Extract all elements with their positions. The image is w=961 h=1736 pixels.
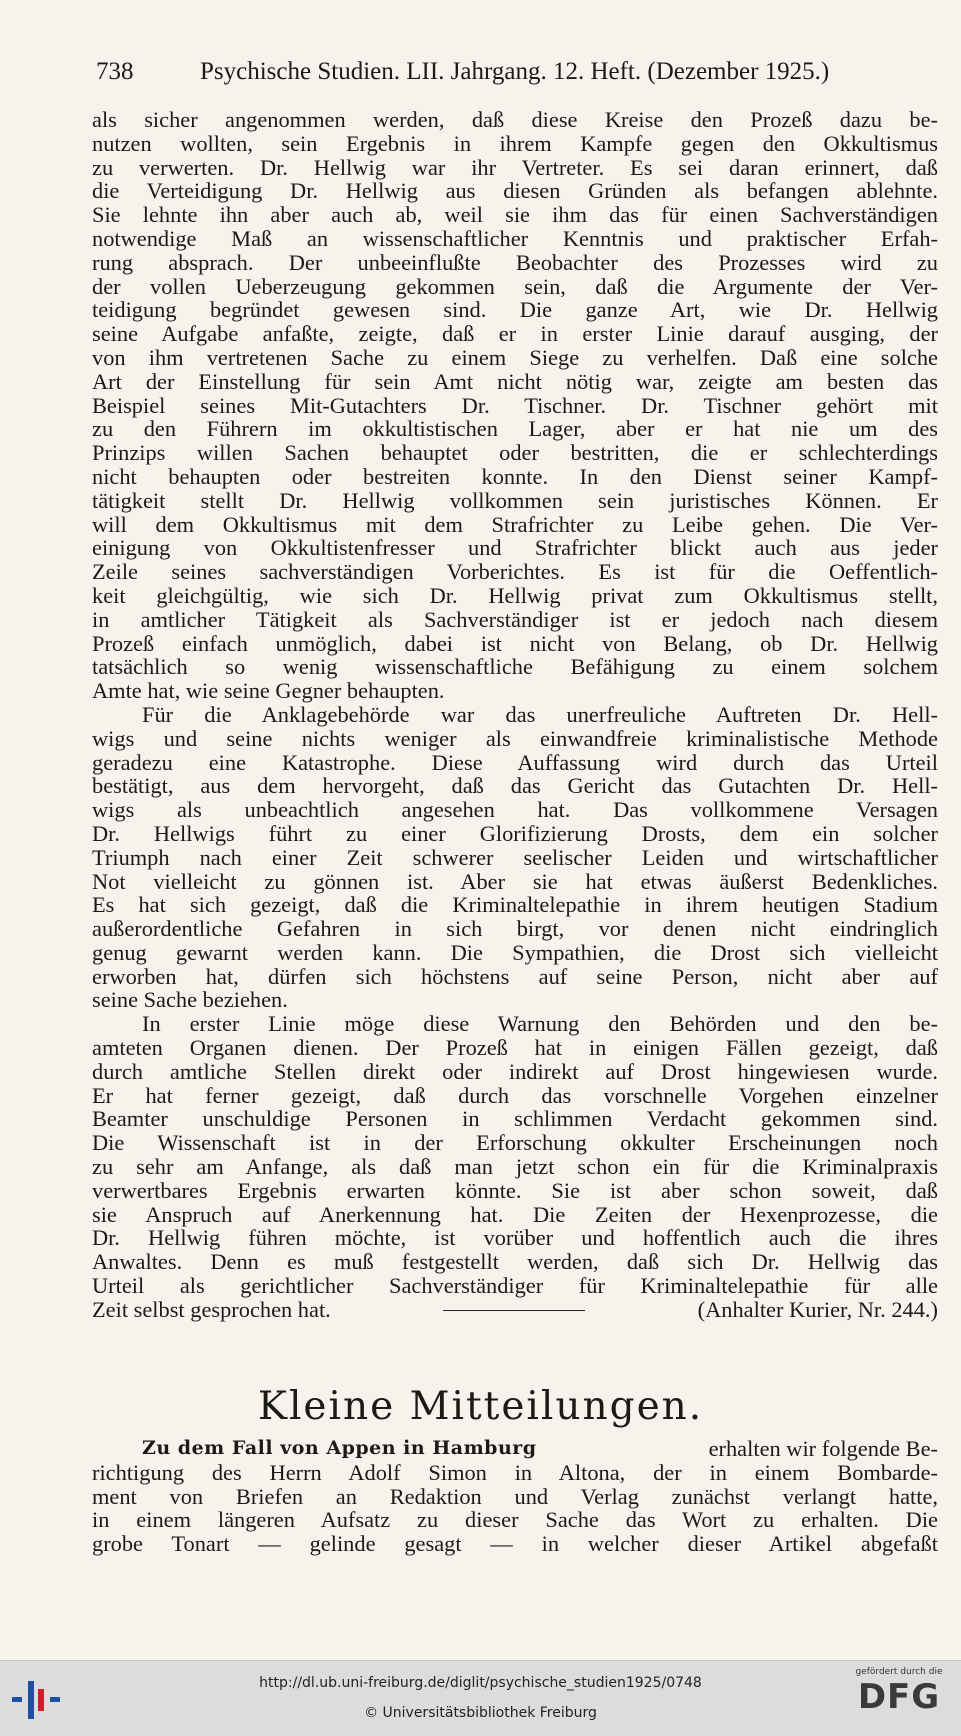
text-line: notwendige Maß an wissenschaftlicher Kenntnis und praktischer Erfah- [92, 225, 938, 251]
text-line: zu verwerten. Dr. Hellwig war ihr Vertreter. Es sei daran erinnert, daß [92, 154, 938, 180]
text-line: bestätigt, aus dem hervorgeht, daß das Gericht das Gutachten Dr. Hell- [92, 773, 938, 799]
text-line: wigs als unbeachtlich angesehen hat. Das vollkommene Versagen [92, 797, 938, 823]
text-line: zu sehr am Anfange, als daß man jetzt schon ein für die Kriminalpraxis [92, 1154, 938, 1180]
copyright-notice: © Universitätsbibliothek Freiburg [364, 1705, 597, 1721]
dfg-logo[interactable] [847, 1667, 951, 1731]
funding-text: gefördert durch die [855, 1667, 943, 1677]
text-line: erworben hat, dürfen sich höchstens auf seine Person, nicht aber auf [92, 963, 938, 989]
text-line: verwertbares Ergebnis erwarten könnte. Sie ist aber schon soweit, daß [92, 1177, 938, 1203]
text-line: geradezu eine Katastrophe. Diese Auffassung wird durch das Urteil [92, 749, 938, 775]
text-line: will dem Okkultismus mit dem Strafrichter zu Leibe gehen. Die Ver- [92, 511, 938, 537]
text-line: keit gleichgültig, wie sich Dr. Hellwig privat zum Okkultismus stellt, [92, 582, 938, 608]
text-line: außerordentliche Gefahren in sich birgt, vor denen nicht eindringlich [92, 916, 938, 942]
text-line: Die Wissenschaft ist in der Erforschung okkulter Erscheinungen noch [92, 1130, 938, 1156]
text-line: Triumph nach einer Zeit schwerer seelischer Leiden und wirtschaftlicher [92, 844, 938, 870]
text-line: Beamter unschuldige Personen in schlimmen Verdacht gekommen sind. [92, 1106, 938, 1132]
text-line: rung absprach. Der unbeeinflußte Beobachter des Prozesses wird zu [92, 249, 938, 275]
text-line: Art der Einstellung für sein Amt nicht nötig war, zeigte am besten das [92, 368, 938, 394]
text-line: Es hat sich gezeigt, daß die Kriminaltelepathie in ihrem heutigen Stadium [92, 892, 938, 918]
section-heading: Kleine Mitteilungen. [257, 1384, 704, 1429]
lead-rest: erhalten wir folgende Be- [708, 1436, 938, 1461]
text-line: Beispiel seines Mit-Gutachters Dr. Tischner. Dr. Tischner gehört mit [92, 392, 938, 418]
text-line: der vollen Ueberzeugung gekommen sein, daß die Argumente der Ver- [92, 273, 938, 299]
text-line: Prinzips willen Sachen behauptet oder bestritten, die er schlechterdings [92, 440, 938, 466]
text-line: Dr. Hellwigs führt zu einer Glorifizierung Drosts, dem ein solcher [92, 820, 938, 846]
text-line: als sicher angenommen werden, daß diese Kreise den Prozeß dazu be- [92, 107, 938, 132]
text-line: Urteil als gerichtlicher Sachverständiger für Kriminaltelepathie für alle [92, 1273, 938, 1299]
text-line: ment von Briefen an Redaktion und Verlag zunächst verlangt hatte, [92, 1483, 938, 1509]
text-line: Für die Anklagebehörde war das unerfreuliche Auftreten Dr. Hell- [142, 701, 938, 727]
article-body [92, 108, 938, 1322]
permalink-url[interactable]: http://dl.ub.uni-freiburg.de/diglit/psychische_studien1925/0748 [259, 1675, 702, 1691]
viewer-footer [0, 1660, 961, 1736]
text-line: wigs und seine nichts weniger als einwandfreie kriminalistische Methode [92, 725, 938, 751]
text-line: Anwaltes. Denn es muß festgestellt werden, daß sich Dr. Hellwig das [92, 1249, 938, 1275]
text-line: sie Anspruch auf Anerkennung hat. Die Zeiten der Hexenprozesse, die [92, 1201, 938, 1227]
text-line: teidigung begründet gewesen sind. Die ganze Art, wie Dr. Hellwig [92, 297, 938, 323]
dfg-logo-text: DFG [857, 1677, 941, 1717]
text-line: nicht behaupten oder bestreiten konnte. In den Dienst seiner Kampf- [92, 463, 938, 489]
text-line: tatsächlich so wenig wissenschaftliche Befähigung zu einem solchem [92, 654, 938, 680]
text-line: amteten Organen dienen. Der Prozeß hat in einigen Fällen gezeigt, daß [92, 1035, 938, 1061]
text-line: zu den Führern im okkultistischen Lager, aber er hat nie um des [92, 416, 938, 442]
text-line: durch amtliche Stellen direkt oder indirekt auf Drost hingewiesen wurde. [92, 1058, 938, 1084]
text-line: Prozeß einfach unmöglich, dabei ist nicht von Belang, ob Dr. Hellwig [92, 630, 938, 656]
text-line: die Verteidigung Dr. Hellwig aus diesen Gründen als befangen ablehnte. [92, 178, 938, 204]
text-line: von ihm vertretenen Sache zu einem Siege zu verhelfen. Daß eine solche [92, 344, 938, 370]
journal-title: Psychische Studien. LII. Jahrgang. 12. Heft. (Dezember 1925.) [200, 58, 830, 85]
text-line: grobe Tonart — gelinde gesagt — in welcher dieser Artikel abgefaßt [92, 1531, 938, 1557]
text-line: Dr. Hellwig führen möchte, ist vorüber und hoffentlich auch die ihres [92, 1225, 938, 1251]
closing-line [92, 1298, 938, 1322]
text-line: nutzen wollten, sein Ergebnis in ihrem Kampfe gegen den Okkultismus [92, 130, 938, 156]
source-citation: (Anhalter Kurier, Nr. 244.) [697, 1296, 938, 1322]
running-header [92, 52, 930, 92]
text-line: seine Sache beziehen. [92, 987, 288, 1013]
text-line: In erster Linie möge diese Warnung den Behörden und den be- [142, 1011, 938, 1037]
text-line: genug gewarnt werden kann. Die Sympathien, die Drost sich vielleicht [92, 939, 938, 965]
text-line: richtigung des Herrn Adolf Simon in Altona, der in einem Bombarde- [92, 1459, 938, 1485]
text-line: in einem längeren Aufsatz zu dieser Sache das Wort zu erhalten. Die [92, 1507, 938, 1533]
text-line: in amtlicher Tätigkeit als Sachverständiger ist er jedoch nach diesem [92, 606, 938, 632]
text-line: seine Aufgabe anfaßte, zeigte, daß er in erster Linie darauf ausging, der [92, 321, 938, 347]
text-line: Amte hat, wie seine Gegner behaupten. [92, 678, 445, 704]
text-line: Er hat ferner gezeigt, daß durch das vorschnelle Vorgehen einzelner [92, 1082, 938, 1108]
section-body [92, 1437, 938, 1556]
text-line: Zeile seines sachverständigen Vorberichtes. Es ist für die Oeffentlich- [92, 559, 938, 585]
text-line: einigung von Okkultistenfresser und Strafrichter blickt auch aus jeder [92, 535, 938, 561]
page-number: 738 [96, 58, 134, 85]
separator-rule [443, 1310, 585, 1322]
final-text: Zeit selbst gesprochen hat. [92, 1296, 331, 1322]
text-line: tätigkeit stellt Dr. Hellwig vollkommen sein juristisches Können. Er [92, 487, 938, 513]
text-line: Sie lehnte ihn aber auch ab, weil sie ihm das für einen Sachverständigen [92, 202, 938, 228]
text-line [92, 1437, 938, 1461]
text-line: Not vielleicht zu gönnen ist. Aber sie hat etwas äußerst Bedenkliches. [92, 868, 938, 894]
lead-phrase: Zu dem Fall von Appen in Hamburg [142, 1437, 537, 1459]
